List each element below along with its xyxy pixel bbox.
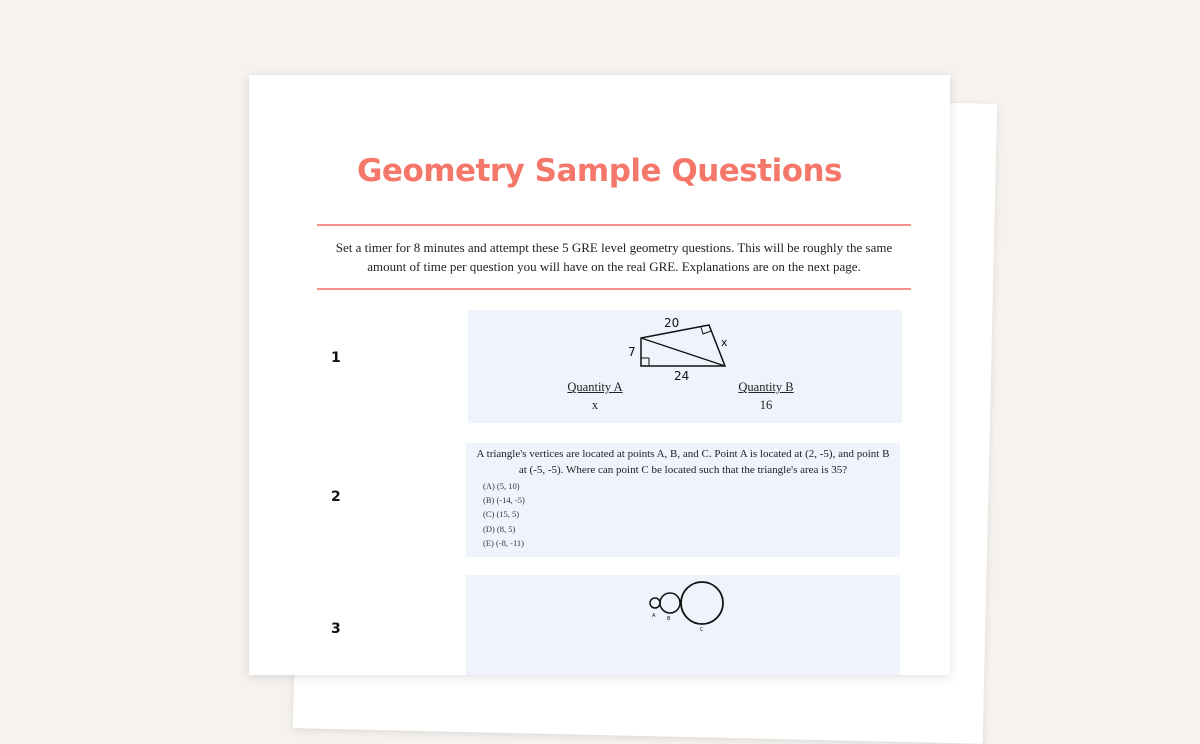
quantity-a-value: x	[591, 398, 599, 412]
label-bottom: 24	[674, 369, 690, 383]
label-c: C	[700, 627, 704, 633]
question-3-number: 3	[331, 621, 341, 637]
label-a: A	[652, 613, 656, 619]
quantity-a	[535, 380, 655, 413]
question-3-figure	[466, 575, 900, 635]
title-divider-top	[317, 224, 911, 226]
intro-text: Set a timer for 8 minutes and attempt these 5 GRE level geometry questions. This will be roughly the same amount of time per question you will have on the real GRE. Explanations are on the next page.	[335, 240, 893, 274]
label-left: 7	[628, 345, 636, 359]
label-top: 20	[664, 316, 680, 330]
option-b[interactable]: (B) (-14, -5)	[483, 495, 525, 506]
question-2-options	[483, 479, 525, 550]
question-1-box	[468, 310, 902, 423]
option-c[interactable]: (C) (15, 5)	[483, 509, 520, 520]
circle-small	[650, 598, 660, 608]
circle-medium	[660, 593, 680, 613]
option-a[interactable]: (A) (5, 10)	[483, 481, 520, 491]
question-2-number: 2	[331, 489, 341, 505]
question-1-number: 1	[331, 350, 341, 366]
option-d[interactable]: (D) (8, 5)	[483, 523, 516, 534]
question-1-figure	[468, 310, 902, 423]
title-divider-bottom	[317, 288, 911, 290]
quadrilateral-shape	[641, 325, 725, 366]
quantity-b-label: Quantity B	[738, 380, 794, 394]
quantity-b	[706, 380, 826, 413]
circle-large	[681, 582, 723, 624]
label-b: B	[667, 616, 671, 622]
quantity-b-value: 16	[759, 398, 773, 412]
diagonal-line	[641, 338, 725, 366]
worksheet-page	[249, 75, 950, 675]
quantity-a-label: Quantity A	[567, 380, 623, 394]
question-2-box	[466, 443, 900, 557]
option-e[interactable]: (E) (-8, -11)	[483, 537, 524, 548]
page-title: Geometry Sample Questions	[356, 153, 843, 189]
right-angle-marker-left	[641, 358, 649, 366]
label-right: x	[721, 336, 728, 349]
question-2-text: A triangle's vertices are located at points A, B, and C. Point A is located at (2, -5), and point B at (-5, -5). Where can point C be located such that the triangle's area is 35?	[476, 448, 890, 476]
question-3-box	[466, 575, 900, 675]
